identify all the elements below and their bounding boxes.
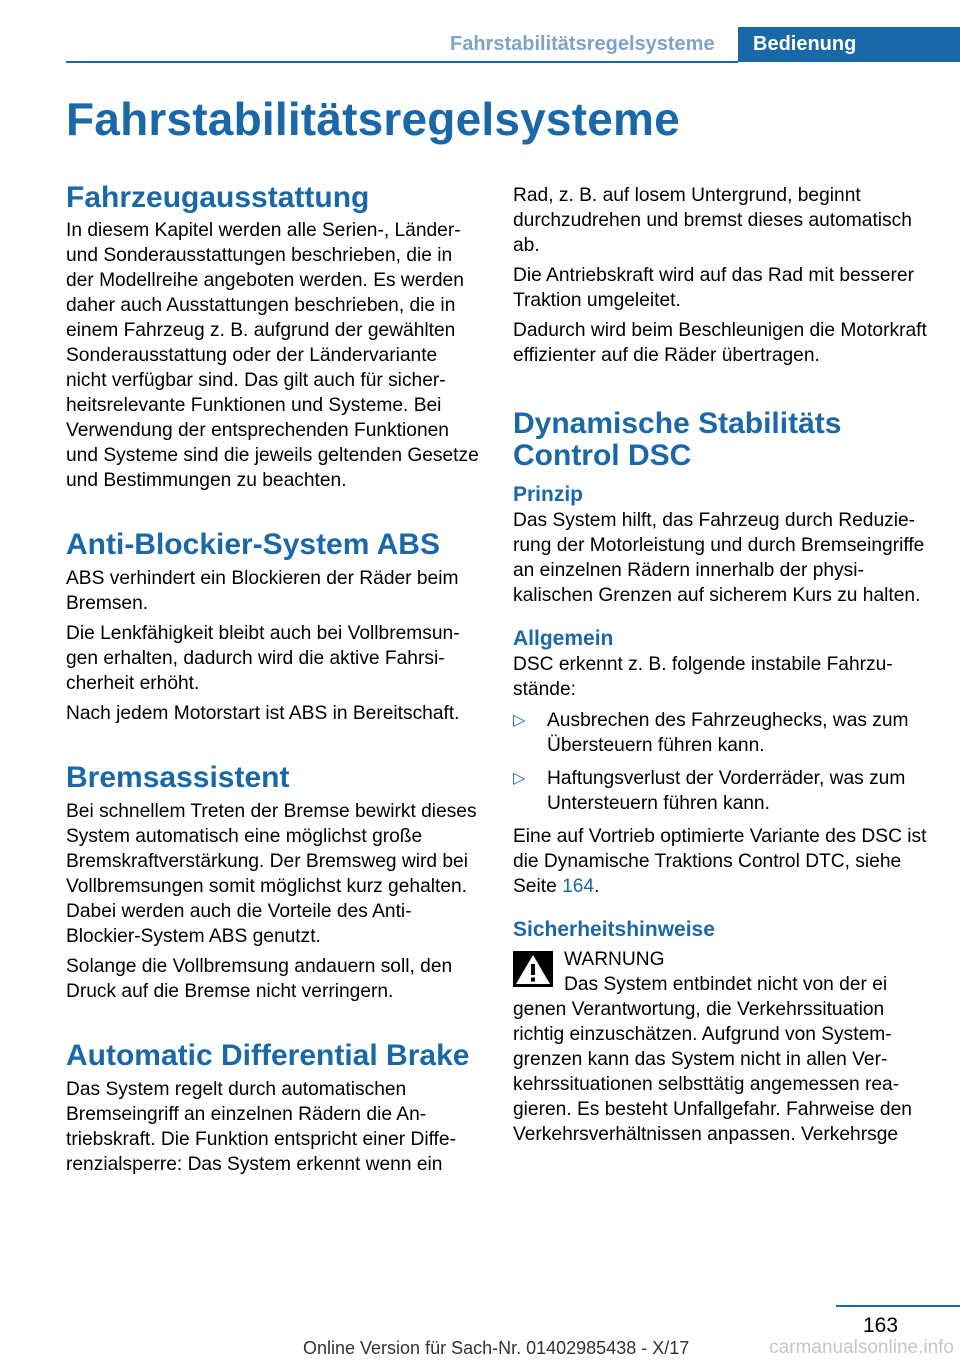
- list-item-text: Ausbrechen des Fahrzeughecks, was zum Übersteuern führen kann.: [547, 710, 909, 756]
- paragraph-allgemein: DSC erkennt z. B. folgende instabile Fahrzustände:: [513, 654, 893, 700]
- paragraph-adb-1: Das System regelt durch automatischen Bremseingriff an einzelnen Rädern die Antriebskraft. Die Funktion entspricht einer Differenzialsperre: Das System erkennt wenn ein: [66, 1079, 456, 1175]
- warning-triangle-icon: [513, 951, 553, 987]
- bullet-arrow-icon: ▷: [513, 770, 526, 787]
- paragraph-bremsassistent-1: Bei schnellem Treten der Bremse bewirkt dieses System automatisch eine möglichst große Bremskraftverstärkung. Der Bremsweg wird bei Vollbremsungen somit möglichst kurz gehalten. Dabei werden auch die Vorteile des Anti-Blockier-System ABS genutzt.: [66, 801, 477, 947]
- footer-divider: [836, 1305, 960, 1307]
- paragraph-prinzip: Das System hilft, das Fahrzeug durch Reduzierung der Motorleistung und durch Bremseingriffe an einzelnen Rädern innerhalb der physikalischen Grenzen auf sicherem Kurs zu halten.: [513, 510, 925, 606]
- warning-text: genen Verantwortung, die Verkehrssituation richtig einzuschätzen. Aufgrund von Systemgrenzen kann das System nicht in allen Verkehrssituationen selbsttätig angemessen reagieren. Es besteht Unfallgefahr. Fahrweise den Verkehrsverhältnissen anpassen. Verkehrsge: [513, 999, 912, 1145]
- paragraph-dtc-end: .: [594, 876, 600, 897]
- heading-fahrzeugausstattung: Fahrzeugausstattung: [66, 181, 370, 214]
- list-item: [513, 766, 929, 816]
- page-number: 163: [863, 1314, 899, 1337]
- page-reference-link[interactable]: 164: [562, 876, 595, 897]
- paragraph-dtc: [513, 824, 929, 899]
- paragraph-adb-continued: Rad, z. B. auf losem Untergrund, beginnt durchzudrehen und bremst dieses automatisch ab.: [513, 185, 912, 256]
- header-section-title: Fahrstabilitätsregelsysteme: [450, 33, 715, 55]
- page-title: Fahrstabilitätsregelsysteme: [66, 93, 680, 145]
- list-item-text: Haftungsverlust der Vorderräder, was zum Untersteuern führen kann.: [547, 768, 906, 814]
- page-header: [0, 0, 960, 62]
- paragraph-abs-2: Die Lenkfähigkeit bleibt auch bei Vollbremsungen erhalten, dadurch wird die aktive Fahrsicherheit erhöht.: [66, 623, 460, 694]
- list-item: [513, 708, 929, 758]
- instability-list: [513, 708, 929, 816]
- left-column: [66, 182, 482, 1182]
- warning-text-first-line: Das System entbindet nicht von der ei: [564, 974, 888, 995]
- subheading-allgemein: Allgemein: [513, 627, 614, 650]
- paragraph-fahrzeugausstattung: In diesem Kapitel werden alle Serien-, Länder- und Sonderausstattungen beschrieben, die in der Modellreihe angeboten werden. Es werden daher auch Ausstattungen beschrieben, die in einem Fahrzeug z. B. aufgrund der gewählten Sonderausstattung oder der Ländervariante nicht verfügbar sind. Das gilt auch für sicherheitsrelevante Funktionen und Systeme. Bei Verwendung der entsprechenden Funktionen und Systeme sind die jeweils geltenden Gesetze und Bestimmungen zu beachten.: [66, 220, 479, 491]
- paragraph-dtc-text: Eine auf Vortrieb optimierte Variante des DSC ist die Dynamische Traktions Control DTC, siehe Seite: [513, 826, 927, 897]
- watermark: carmanualsonline.info: [769, 1337, 954, 1358]
- paragraph-abs-3: Nach jedem Motorstart ist ABS in Bereitschaft.: [66, 703, 460, 724]
- footer-version-note: Online Version für Sach-Nr. 01402985438 - X/17: [303, 1338, 690, 1358]
- heading-bremsassistent: Bremsassistent: [66, 761, 290, 794]
- warning-label: WARNUNG: [564, 949, 665, 970]
- paragraph-adb-2: Die Antriebskraft wird auf das Rad mit besserer Traktion umgeleitet.: [513, 265, 914, 311]
- heading-adb: Automatic Differential Brake: [66, 1039, 470, 1072]
- subheading-prinzip: Prinzip: [513, 483, 584, 506]
- subheading-sicherheitshinweise: Sicherheitshinweise: [513, 918, 715, 941]
- paragraph-abs-1: ABS verhindert ein Blockieren der Räder beim Bremsen.: [66, 568, 459, 614]
- paragraph-bremsassistent-2: Solange die Vollbremsung andauern soll, den Druck auf die Bremse nicht verringern.: [66, 956, 453, 1002]
- warning-box: [513, 947, 929, 1147]
- paragraph-adb-3: Dadurch wird beim Beschleunigen die Motorkraft effizienter auf die Räder übertragen.: [513, 320, 927, 366]
- right-column: [513, 183, 929, 1147]
- header-divider: [66, 61, 738, 63]
- heading-abs: Anti-Blockier-System ABS: [66, 528, 440, 561]
- heading-dsc: Dynamische Stabilitäts Control DSC: [513, 407, 842, 472]
- header-chapter-tab: Bedienung: [738, 27, 960, 62]
- bullet-arrow-icon: ▷: [513, 712, 526, 729]
